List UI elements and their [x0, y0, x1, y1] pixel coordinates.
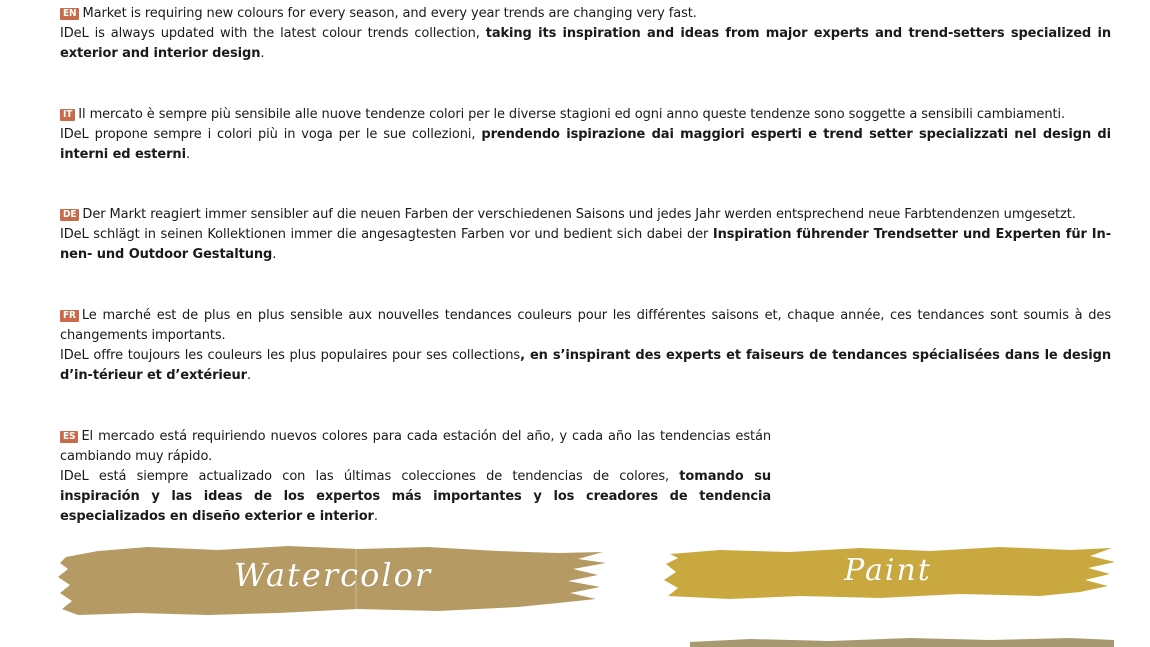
paragraph-es-line1: El mercado está requiriendo nuevos colores para cada estación del año, y cada año las tendencias están cambiando muy rápido. — [60, 429, 771, 464]
language-badge-it: IT — [60, 109, 75, 121]
paragraph-fr — [60, 306, 1111, 386]
paragraph-de-bold: Inspiration führender Trendsetter und Experten für In-nen- und Outdoor Gestaltung — [60, 227, 1111, 262]
language-badge-en: EN — [60, 8, 79, 20]
language-badge-de: DE — [60, 209, 79, 221]
paragraph-it — [60, 105, 1111, 165]
language-badge-fr: FR — [60, 310, 79, 322]
paragraph-it-bold: prendendo ispirazione dai maggiori esperti e trend setter specializzati nel design di interni ed esterni — [60, 127, 1111, 162]
watercolor-label: Watercolor — [233, 556, 433, 594]
paragraph-it-line2: IDeL propone sempre i colori più in voga per le sue collezioni, — [60, 127, 482, 142]
paragraph-es-end: . — [373, 509, 378, 524]
paragraph-fr-bold: , en s’inspirant des experts et faiseurs de tendances spécialisées dans le design d’in-térieur et d’extérieur — [60, 348, 1111, 383]
paragraph-es — [60, 427, 771, 527]
paragraph-fr-line1: Le marché est de plus en plus sensible aux nouvelles tendances couleurs pour les différentes saisons et, chaque année, ces tendances sont soumis à des changements importants. — [60, 308, 1111, 343]
paragraph-es-line2: IDeL está siempre actualizado con las últimas colecciones de tendencias de colores, — [60, 469, 680, 484]
paragraph-en-end: . — [260, 46, 265, 61]
paragraph-de-end: . — [272, 247, 277, 262]
language-badge-es: ES — [60, 431, 78, 443]
paragraph-it-line1: Il mercato è sempre più sensibile alle nuove tendenze colori per le diverse stagioni ed ogni anno queste tendenze sono soggette a sensibili cambiamenti. — [78, 107, 1065, 122]
bottom-brush-shape — [690, 636, 1114, 647]
paint-brush-swatch — [660, 544, 1116, 604]
paragraph-de — [60, 205, 1111, 265]
paragraph-de-line1: Der Markt reagiert immer sensibler auf die neuen Farben der verschiedenen Saisons und jedes Jahr werden entsprechend neue Farbtendenzen umgesetzt. — [82, 207, 1076, 222]
paint-label: Paint — [844, 553, 932, 588]
paragraph-fr-line2: IDeL offre toujours les couleurs les plus populaires pour ses collections — [60, 348, 521, 363]
paragraph-en-line1: Market is requiring new colours for every season, and every year trends are changing very fast. — [82, 6, 697, 21]
bottom-brush-swatch — [690, 636, 1114, 647]
paragraph-en — [60, 4, 1111, 64]
watercolor-brush-swatch — [58, 543, 608, 619]
paragraph-de-line2: IDeL schlägt in seinen Kollektionen immer die angesagtesten Farben vor und bedient sich dabei der — [60, 227, 713, 242]
paragraph-fr-end: . — [246, 368, 251, 383]
paragraph-en-bold: taking its inspiration and ideas from major experts and trend-setters specialized in exterior and interior design — [60, 26, 1111, 61]
paragraph-es-bold: tomando su inspiración y las ideas de los expertos más importantes y los creadores de tendencia especializados en diseño exterior e interior — [60, 469, 771, 524]
paragraph-en-line2: IDeL is always updated with the latest colour trends collection, — [60, 26, 486, 41]
paragraph-it-end: . — [185, 147, 190, 162]
